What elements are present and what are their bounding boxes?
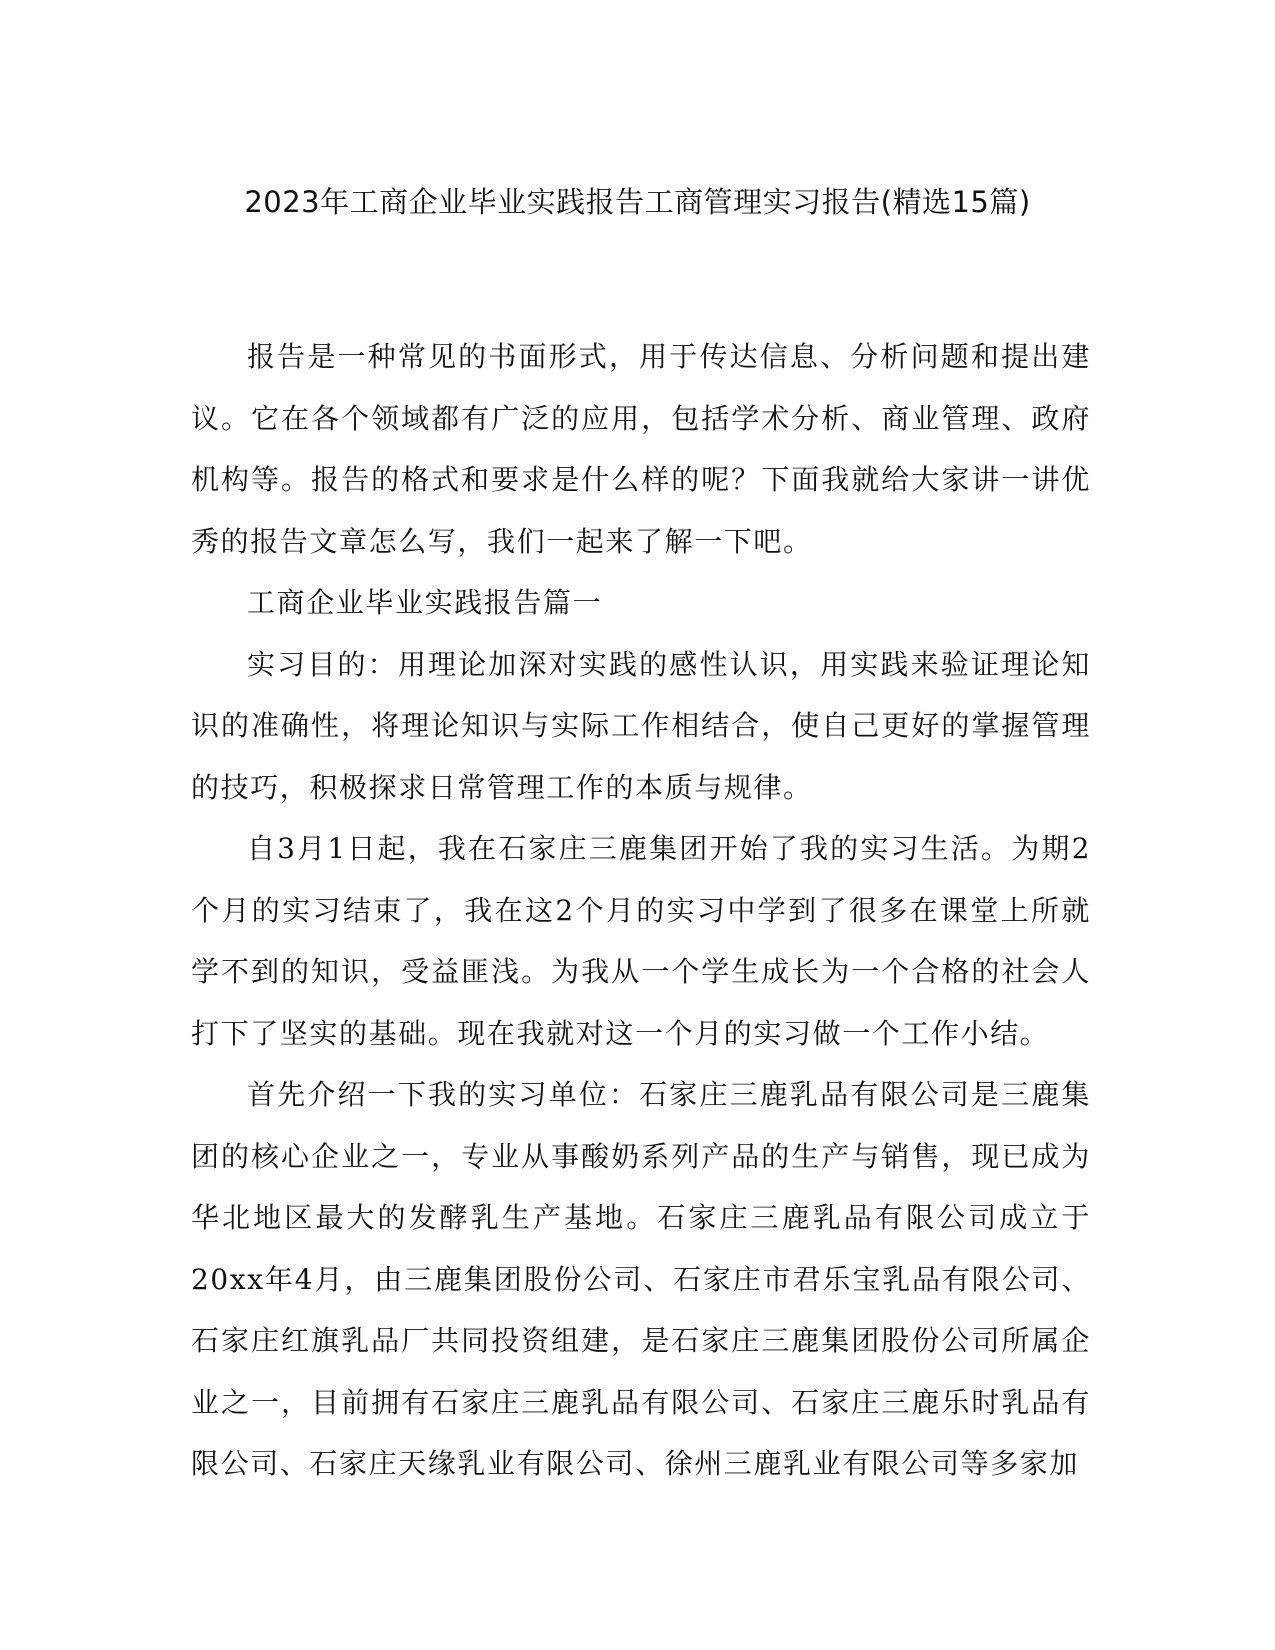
section-heading: 工商企业毕业实践报告篇一: [247, 586, 603, 619]
body-paragraph: 实习目的：用理论加深对实践的感性认识，用实践来验证理论知识的准确性，将理论知识与实际工作相结合，使自己更好的掌握管理的技巧，积极探求日常管理工作的本质与规律。: [191, 647, 1091, 804]
body-paragraph: 自3月1日起，我在石家庄三鹿集团开始了我的实习生活。为期2个月的实习结束了，我在这2个月的实习中学到了很多在课堂上所就学不到的知识，受益匪浅。为我从一个学生成长为一个合格的社会人打下了坚实的基础。现在我就对这一个月的实习做一个工作小结。: [191, 832, 1091, 1050]
document-title: 2023年工商企业毕业实践报告工商管理实习报告(精选15篇): [244, 185, 1031, 219]
intro-paragraph: 报告是一种常见的书面形式，用于传达信息、分析问题和提出建议。它在各个领域都有广泛的应用，包括学术分析、商业管理、政府机构等。报告的格式和要求是什么样的呢？下面我就给大家讲一讲优秀的报告文章怎么写，我们一起来了解一下吧。: [191, 340, 1091, 558]
body-paragraph: 首先介绍一下我的实习单位：石家庄三鹿乳品有限公司是三鹿集团的核心企业之一，专业从事酸奶系列产品的生产与销售，现已成为华北地区最大的发酵乳生产基地。石家庄三鹿乳品有限公司成立于20xx年4月，由三鹿集团股份公司、石家庄市君乐宝乳品有限公司、石家庄红旗乳品厂共同投资组建，是石家庄三鹿集团股份公司所属企业之一，目前拥有石家庄三鹿乳品有限公司、石家庄三鹿乐时乳品有限公司、石家庄天缘乳业有限公司、徐州三鹿乳业有限公司等多家加: [191, 1078, 1091, 1480]
document-body: [191, 326, 1091, 1495]
